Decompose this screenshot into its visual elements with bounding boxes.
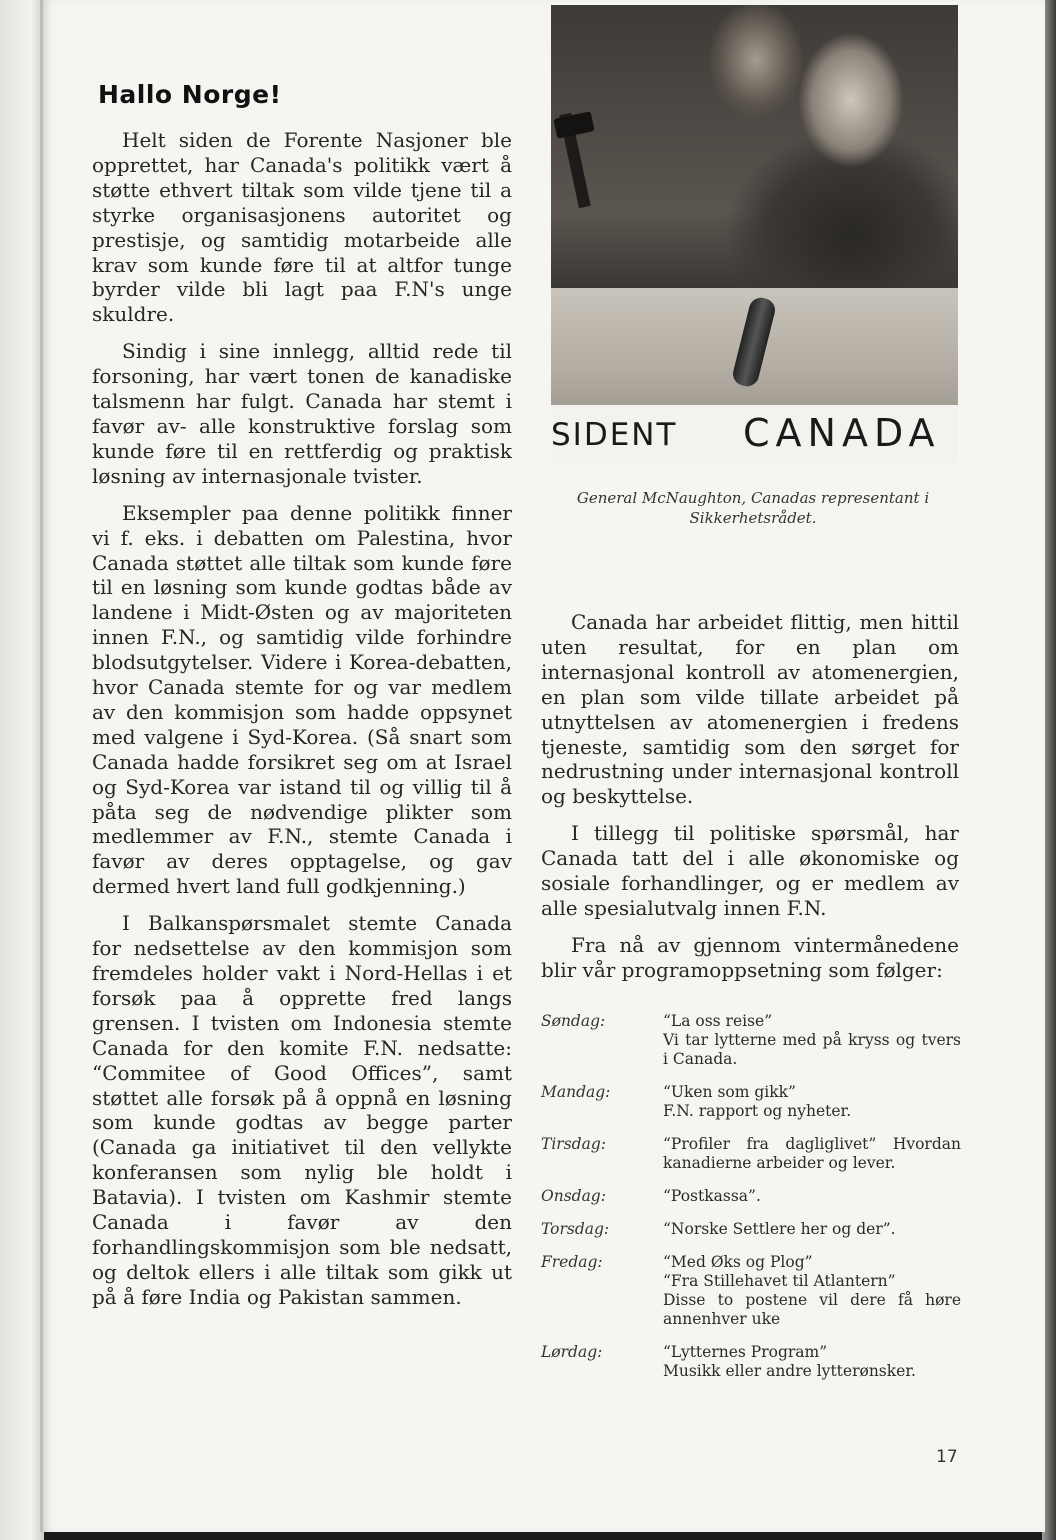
schedule-line: Musikk eller andre lytterønsker.: [663, 1362, 916, 1380]
schedule-day: Fredag:: [541, 1253, 603, 1271]
schedule-description: [663, 1012, 961, 1069]
nameplate-left-text: SIDENT: [551, 417, 678, 453]
schedule-line: “La oss reise”: [663, 1012, 773, 1030]
paragraph: Sindig i sine innlegg, alltid rede til forsoning, har vært tonen de kanadiske talsmenn har fulgt. Canada har stemt i favør av- alle konstruktive forslag som kunde føre til en rettferdig og praktisk løsning av internasjonale tvister.: [92, 339, 512, 488]
schedule-row: [541, 1343, 961, 1381]
schedule-day: Onsdag:: [541, 1187, 606, 1205]
schedule-row: [541, 1135, 961, 1173]
program-schedule: [541, 1012, 961, 1395]
schedule-line: “Postkassa”.: [663, 1187, 761, 1205]
schedule-day: Tirsdag:: [541, 1135, 606, 1153]
article-title: Hallo Norge!: [98, 80, 282, 109]
nameplate: [551, 405, 958, 463]
schedule-row: [541, 1012, 961, 1069]
schedule-line: “Fra Stillehavet til Atlantern”: [663, 1272, 896, 1290]
paragraph: I tillegg til politiske spørsmål, har Canada tatt del i alle økonomiske og sosiale forhandlinger, og er medlem av alle spesialutvalg innen F.N.: [541, 821, 959, 920]
photo-caption: General McNaughton, Canadas representant i Sikkerhetsrådet.: [576, 489, 930, 527]
schedule-row: [541, 1220, 961, 1239]
schedule-line: “Profiler fra dagliglivet” Hvordan kanadierne arbeider og lever.: [663, 1135, 961, 1172]
schedule-line: F.N. rapport og nyheter.: [663, 1102, 852, 1120]
schedule-line: Disse to postene vil dere få høre annenhver uke: [663, 1291, 961, 1328]
schedule-day: Lørdag:: [541, 1343, 603, 1361]
schedule-description: [663, 1343, 961, 1381]
schedule-row: [541, 1187, 961, 1206]
schedule-line: “Lytternes Program”: [663, 1343, 828, 1361]
schedule-row: [541, 1253, 961, 1329]
page-number: 17: [936, 1447, 958, 1467]
schedule-day: Søndag:: [541, 1012, 606, 1030]
paragraph: Helt siden de Forente Nasjoner ble opprettet, har Canada's politikk vært å støtte ethvert tiltak som vilde tjene til a styrke organisasjonens autoritet og prestisje, og samtidig motarbeide alle krav som kunde føre til at altfor tunge byrder vilde bli lagt paa F.N's unge skuldre.: [92, 128, 512, 327]
schedule-description: [663, 1253, 961, 1329]
left-column: [92, 128, 512, 1322]
paragraph: Eksempler paa denne politikk finner vi f. eks. i debatten om Palestina, hvor Canada støttet alle tiltak som kunde føre til en løsning som kunde godtas både av landene i Midt-Østen og av majoriteten innen F.N., og samtidig vilde forhindre blodsutgytelser. Videre i Korea-debatten, hvor Canada stemte for og var medlem av den kommisjon som hadde oppsynet med valgene i Syd-Korea. (Så snart som Canada hadde forsikret seg om at Israel og Syd-Korea var istand til og villig til å påta seg de nødvendige plikter som medlemmer av F.N., stemte Canada i favør av deres opptagelse, og gav dermed hvert land full godkjenning.): [92, 500, 512, 899]
schedule-line: “Med Øks og Plog”: [663, 1253, 813, 1271]
schedule-day: Mandag:: [541, 1083, 611, 1101]
schedule-description: [663, 1083, 961, 1121]
photo-general-mcnaughton: [551, 5, 958, 463]
paragraph: Canada har arbeidet flittig, men hittil uten resultat, for en plan om internasjonal kontroll av atomenergien, en plan som vilde tillate arbeidet på utnyttelsen av atomenergien i fredens tjeneste, samtidig som den sørget for nedrustning under internasjonal kontroll og beskyttelse.: [541, 610, 959, 809]
previous-page-edge: [0, 0, 44, 1540]
schedule-line: “Norske Settlere her og der”.: [663, 1220, 896, 1238]
right-column: [541, 610, 959, 995]
schedule-description: [663, 1135, 961, 1173]
schedule-description: [663, 1220, 961, 1239]
schedule-row: [541, 1083, 961, 1121]
schedule-day: Torsdag:: [541, 1220, 610, 1238]
paragraph: Fra nå av gjennom vintermånedene blir vår programoppsetning som følger:: [541, 932, 959, 982]
schedule-line: Vi tar lytterne med på kryss og tvers i Canada.: [663, 1031, 961, 1068]
nameplate-right-text: CANADA: [743, 411, 941, 455]
schedule-description: [663, 1187, 961, 1206]
paragraph: I Balkanspørsmalet stemte Canada for nedsettelse av den kommisjon som fremdeles holder vakt i Nord-Hellas i et forsøk paa å opprette fred langs grensen. I tvisten om Indonesia stemte Canada for den komite F.N. nedsatte: “Commitee of Good Offices”, samt støttet alle forsøk på å oppnå en løsning som kunde godtas av begge parter (Canada ga initiativet til den vellykte konferansen som nylig ble holdt i Batavia). I tvisten om Kashmir stemte Canada i favør av den forhandlingskommisjon som ble nedsatt, og deltok ellers i alle tiltak som gikk ut på å føre India og Pakistan sammen.: [92, 911, 512, 1309]
schedule-line: “Uken som gikk”: [663, 1083, 796, 1101]
